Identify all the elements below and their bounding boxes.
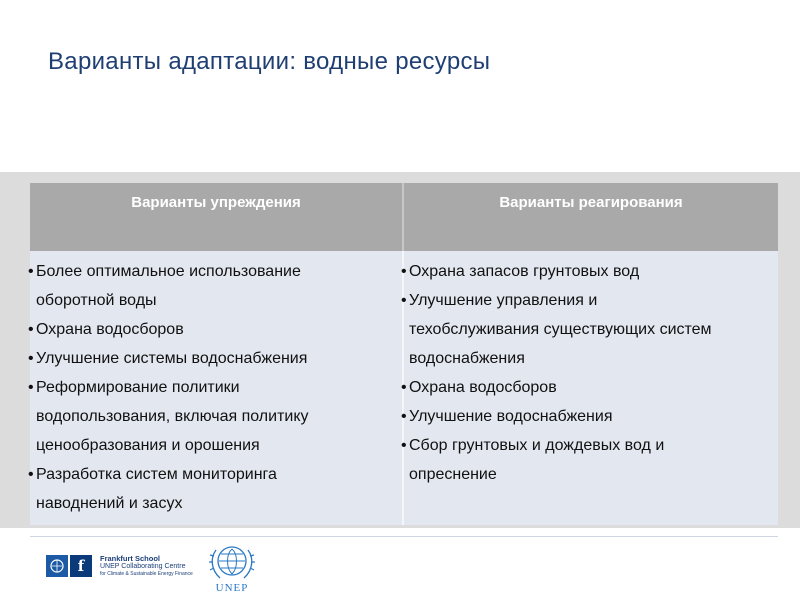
proactive-item: [28, 489, 402, 518]
proactive-item: [28, 315, 402, 344]
proactive-item: [28, 402, 402, 431]
proactive-item: [28, 344, 402, 373]
reactive-item: [401, 257, 778, 286]
reactive-item-text: Охрана водосборов: [409, 379, 557, 396]
reactive-item: [401, 431, 778, 460]
frankfurt-school-logo: [46, 553, 193, 579]
bullet-icon: •: [28, 466, 34, 483]
proactive-column: [30, 251, 404, 525]
proactive-item-text: Разработка систем мониторинга: [36, 466, 277, 483]
reactive-item-text: опреснение: [409, 466, 497, 483]
header-reactive: Варианты реагирования: [499, 194, 683, 211]
proactive-item: [28, 460, 402, 489]
proactive-item: [28, 257, 402, 286]
bullet-icon: •: [28, 263, 34, 280]
proactive-item: [28, 286, 402, 315]
reactive-item-text: Охрана запасов грунтовых вод: [409, 263, 640, 280]
proactive-item-text: Реформирование политики: [36, 379, 240, 396]
proactive-item-text: Охрана водосборов: [36, 321, 184, 338]
unep-laurel-globe-icon: [202, 540, 262, 584]
proactive-item-text: водопользования, включая политику: [36, 408, 309, 425]
frankfurt-school-f-icon: f: [70, 555, 92, 577]
bullet-icon: •: [28, 321, 34, 338]
proactive-item: [28, 373, 402, 402]
table-header-row: [30, 183, 778, 251]
bullet-icon: •: [401, 292, 407, 309]
reactive-list: [401, 257, 778, 489]
footer-divider: [30, 536, 778, 537]
proactive-item-text: Более оптимальное использование: [36, 263, 301, 280]
reactive-item: [401, 402, 778, 431]
reactive-item-text: водоснабжения: [409, 350, 525, 367]
reactive-item: [401, 460, 778, 489]
reactive-item: [401, 315, 778, 344]
bullet-icon: •: [28, 350, 34, 367]
bullet-icon: •: [401, 379, 407, 396]
reactive-column: [401, 251, 778, 525]
proactive-list: [30, 257, 402, 518]
proactive-item-text: оборотной воды: [36, 292, 157, 309]
table-body-row: [30, 251, 778, 525]
slide-title: Варианты адаптации: водные ресурсы: [48, 48, 491, 75]
bullet-icon: •: [401, 408, 407, 425]
bullet-icon: •: [28, 379, 34, 396]
reactive-item-text: техобслуживания существующих систем: [409, 321, 712, 338]
reactive-item-text: Сбор грунтовых и дождевых вод и: [409, 437, 665, 454]
bullet-icon: •: [401, 437, 407, 454]
reactive-item-text: Улучшение водоснабжения: [409, 408, 613, 425]
unep-wordmark: UNEP: [215, 582, 249, 594]
unep-logo: [202, 540, 262, 596]
proactive-item-text: Улучшение системы водоснабжения: [36, 350, 308, 367]
reactive-item: [401, 373, 778, 402]
proactive-item-text: ценообразования и орошения: [36, 437, 260, 454]
header-proactive: Варианты упреждения: [30, 183, 404, 251]
frankfurt-school-text: Frankfurt School UNEP Collaborating Centre for Climate & Sustainable Energy Finance: [100, 554, 193, 577]
proactive-item: [28, 431, 402, 460]
options-table: [30, 183, 778, 525]
unep-emblem-icon: [46, 555, 68, 577]
reactive-item-text: Улучшение управления и: [409, 292, 598, 309]
proactive-item-text: наводнений и засух: [36, 495, 183, 512]
reactive-item: [401, 344, 778, 373]
bullet-icon: •: [401, 263, 407, 280]
reactive-item: [401, 286, 778, 315]
